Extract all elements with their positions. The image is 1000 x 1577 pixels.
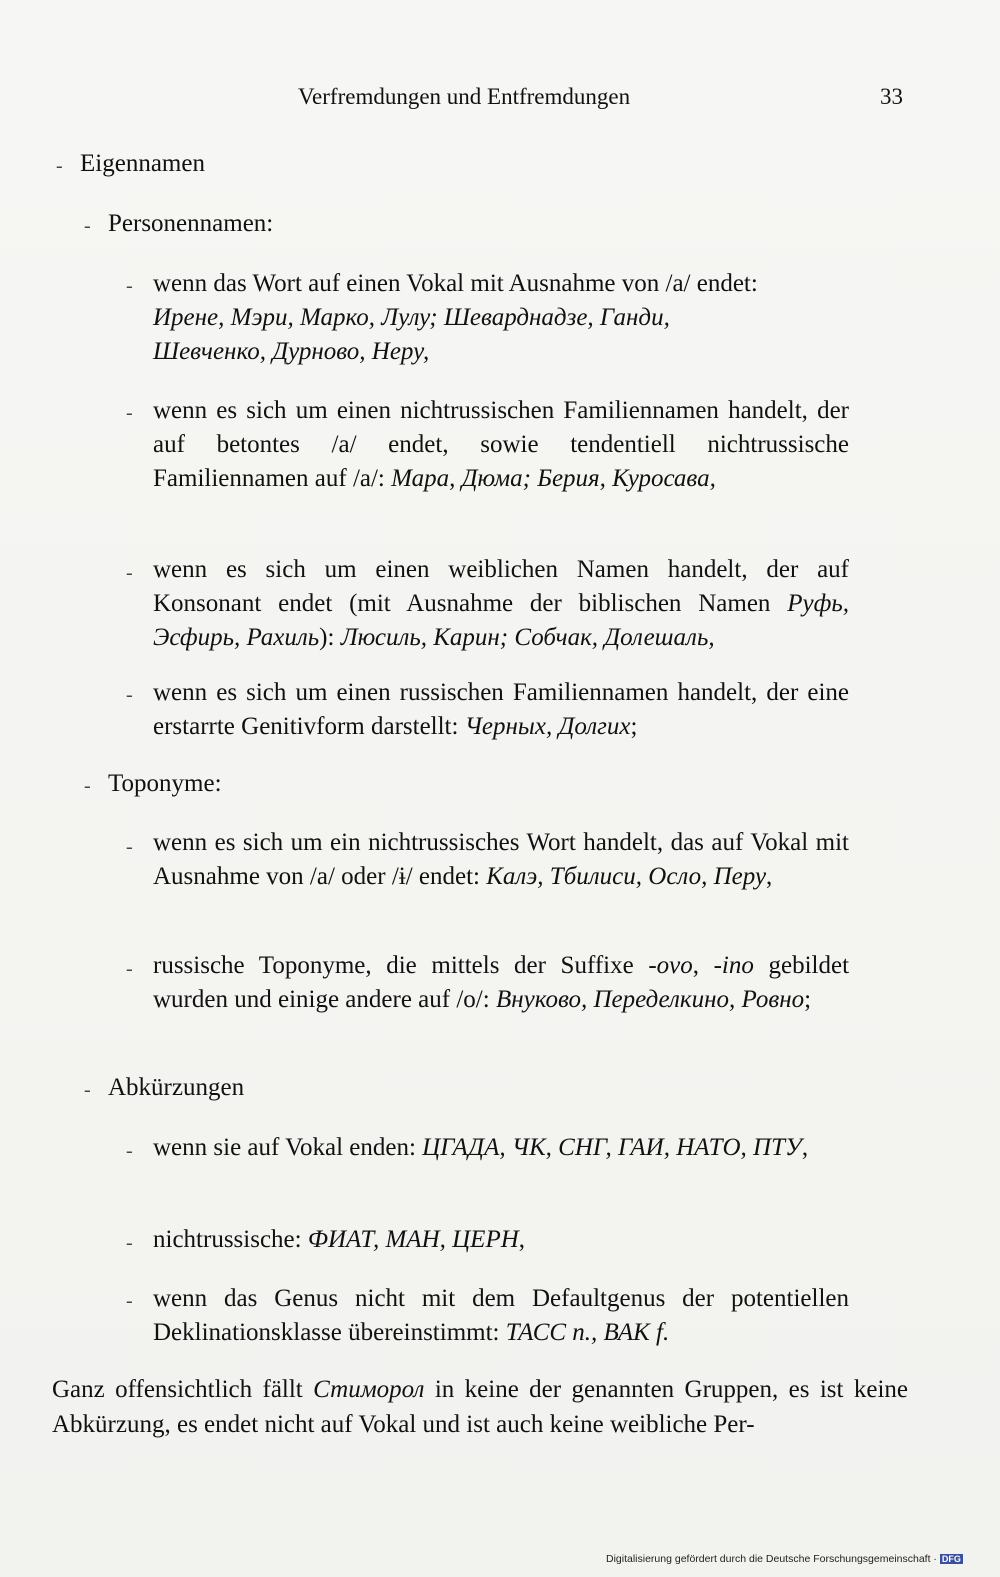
suffix-ovo: -ovo <box>648 952 693 979</box>
item-examples: ТАСС n., ВАК f. <box>505 1319 670 1346</box>
item-end: ; <box>804 986 812 1013</box>
item-examples: Люсиль, Карин; Собчак, Долешаль, <box>340 624 715 651</box>
item-examples: Внуково, Переделкино, Ровно <box>495 986 805 1013</box>
item-end: , <box>801 1134 809 1161</box>
list-dash: - <box>126 684 133 706</box>
list-dash: - <box>126 562 133 584</box>
item-biblical-names: Руфь, Эсфирь, Рахиль <box>153 590 850 651</box>
heading-eigennamen: Eigennamen <box>80 150 205 177</box>
item-end: , <box>766 863 773 890</box>
list-item <box>153 553 849 655</box>
list-dash: - <box>126 1290 133 1312</box>
item-text: nichtrussische: <box>153 1226 302 1253</box>
item-examples: Мара, Дюма; Берия, Куросава, <box>391 465 716 492</box>
item-comma: , <box>692 952 699 979</box>
list-item <box>153 949 849 1017</box>
item-examples: Калэ, Тбилиси, Осло, Перу <box>486 863 767 890</box>
heading-abkuerzungen: Abkürzungen <box>108 1074 245 1101</box>
list-item <box>153 826 849 894</box>
list-item <box>153 267 849 369</box>
list-item <box>153 1223 849 1257</box>
footer-text: Digitalisierung gefördert durch die Deutsche Forschungsgemeinschaft · <box>606 1553 937 1565</box>
item-text: wenn es sich um einen nichtrussischen Familiennamen handelt, der auf betontes /a/ endet, sowie tendentiell nichtrussische Familiennamen auf /a/: <box>153 397 849 492</box>
list-item <box>153 1131 849 1165</box>
dfg-logo: DFG <box>941 1554 961 1565</box>
heading-personennamen: Personennamen: <box>108 210 274 237</box>
item-text-after: ): <box>319 624 335 651</box>
item-text: wenn das Wort auf einen Vokal mit Ausnahme von /a/ endet: <box>153 270 758 297</box>
paragraph-emphasis: Стиморол <box>313 1376 425 1403</box>
item-examples: Шевченко, Дурново, Неру, <box>153 338 430 365</box>
heading-toponyme: Toponyme: <box>108 770 222 797</box>
list-dash: - <box>126 836 133 858</box>
list-dash: - <box>56 155 63 177</box>
item-text: wenn es sich um einen weiblichen Namen handelt, der auf Konsonant endet (mit Ausnahme der biblischen Namen <box>153 556 849 617</box>
item-text: gebildet wurden und einige andere auf /o/: <box>153 952 850 1013</box>
suffix-ino: -ino <box>713 952 754 979</box>
list-item <box>153 1282 849 1350</box>
list-dash: - <box>126 958 133 980</box>
list-item <box>153 676 849 744</box>
body-paragraph <box>52 1372 908 1442</box>
page-number: 33 <box>880 84 903 109</box>
item-text: russische Toponyme, die mittels der Suffixe <box>153 952 634 979</box>
item-examples: Ирене, Мэри, Марко, Лулу; Шеварднадзе, Ганди, <box>153 304 670 331</box>
item-text: wenn sie auf Vokal enden: <box>153 1134 416 1161</box>
item-end: , <box>518 1226 526 1253</box>
digitization-footer <box>606 1553 963 1565</box>
list-dash: - <box>126 275 133 297</box>
list-dash: - <box>84 215 91 237</box>
list-dash: - <box>126 1232 133 1254</box>
list-dash: - <box>126 1140 133 1162</box>
paragraph-text: in keine der genannten Gruppen, es ist keine Abkürzung, es endet nicht auf Vokal und ist auch keine weibliche Per- <box>52 1376 908 1438</box>
list-dash: - <box>126 402 133 424</box>
list-dash: - <box>84 1079 91 1101</box>
item-examples: ФИАТ, МАН, ЦЕРН <box>307 1226 519 1253</box>
item-text: wenn das Genus nicht mit dem Defaultgenus der potentiellen Deklinationsklasse übereinstimmt: <box>153 1285 849 1346</box>
item-text: wenn es sich um einen russischen Familiennamen handelt, der eine erstarrte Genitivform darstellt: <box>153 679 849 740</box>
header-title: Verfremdungen und Entfremdungen <box>298 84 631 109</box>
list-item <box>153 394 849 496</box>
paragraph-text: Ganz offensichtlich fällt <box>52 1376 303 1403</box>
item-text: wenn es sich um ein nichtrussisches Wort handelt, das auf Vokal mit Ausnahme von /a/ oder /ɨ/ endet: <box>153 829 849 890</box>
item-examples: Черных, Долгих <box>464 713 631 740</box>
list-dash: - <box>84 775 91 797</box>
item-end: ; <box>630 713 638 740</box>
item-examples: ЦГАДА, ЧК, СНГ, ГАИ, НАТО, ПТУ <box>422 1134 802 1161</box>
